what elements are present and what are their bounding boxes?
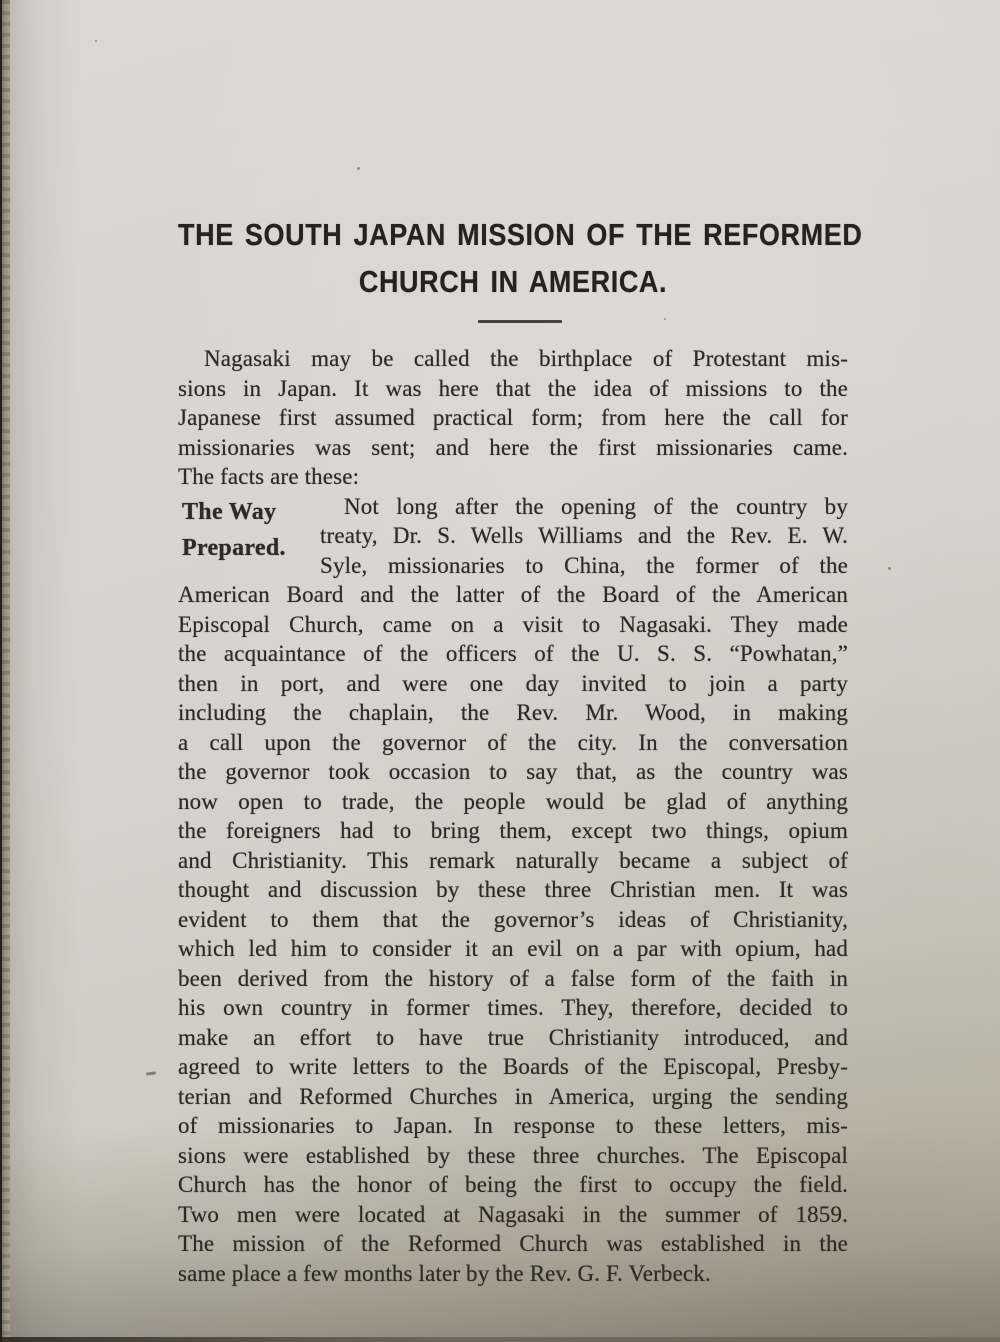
- text-line: and Christianity. This remark naturally became a subject of: [178, 847, 848, 873]
- sidehead-line-1: The Way: [182, 498, 277, 525]
- text-line: Not long after the opening of the country by: [344, 493, 848, 519]
- paper-speck: [357, 167, 360, 170]
- text-line: missionaries was sent; and here the first missionaries came.: [178, 434, 848, 460]
- text-line: treaty, Dr. S. Wells Williams and the Rev. E. W.: [320, 523, 848, 548]
- text-line: Episcopal Church, came on a visit to Nagasaki. They made: [178, 611, 848, 637]
- paper-speck: [888, 567, 891, 570]
- text-line: Syle, missionaries to China, the former of the: [320, 552, 848, 578]
- page-bottom-edge: [0, 1337, 1000, 1342]
- text-line: terian and Reformed Churches in America, urging the sending: [178, 1083, 848, 1109]
- text-line: been derived from the history of a false form of the faith in: [178, 965, 848, 991]
- sidehead-the-way-prepared: [182, 494, 320, 566]
- paragraph-the-way-prepared: [178, 492, 848, 1289]
- text-line: Nagasaki may be called the birthplace of Protestant mis-: [204, 346, 848, 371]
- text-line: of missionaries to Japan. In response to these letters, mis-: [178, 1113, 848, 1138]
- paper-speck: [664, 318, 666, 320]
- body-text: [178, 344, 848, 1288]
- text-line: evident to them that the governor’s ideas of Christianity,: [178, 906, 848, 932]
- text-line: The mission of the Reformed Church was established in the: [178, 1231, 848, 1256]
- text-line: Two men were located at Nagasaki in the summer of 1859.: [178, 1201, 848, 1227]
- text-line: make an effort to have true Christianity introduced, and: [178, 1024, 848, 1050]
- text-line: the foreigners had to bring them, except two things, opium: [178, 818, 848, 843]
- text-line: including the chaplain, the Rev. Mr. Wood, in making: [178, 700, 848, 725]
- text-line: now open to trade, the people would be glad of anything: [178, 788, 848, 814]
- text-line: the acquaintance of the officers of the U. S. S. “Powhatan,”: [178, 641, 848, 666]
- paper-mark: [146, 1071, 156, 1075]
- text-line: which led him to consider it an evil on a par with opium, had: [178, 936, 848, 961]
- text-line: sions were established by these three churches. The Episcopal: [178, 1142, 848, 1168]
- book-spine-edge: [0, 0, 10, 1342]
- page-title: [178, 212, 863, 306]
- text-line: same place a few months later by the Rev. G. F. Verbeck.: [178, 1260, 711, 1286]
- paper-speck: [95, 40, 97, 42]
- text-line: American Board and the latter of the Board of the American: [178, 582, 848, 607]
- text-line: Japanese first assumed practical form; from here the call for: [178, 405, 848, 430]
- text-line: Church has the honor of being the first to occupy the field.: [178, 1172, 848, 1197]
- text-line: a call upon the governor of the city. In the conversation: [178, 729, 848, 755]
- text-line: The facts are these:: [178, 464, 360, 489]
- text-line: then in port, and were one day invited to join a party: [178, 670, 848, 696]
- text-line: the governor took occasion to say that, as the country was: [178, 759, 848, 784]
- paragraph-intro: [178, 344, 848, 492]
- sidehead-line-2: Prepared.: [182, 534, 286, 561]
- title-line-2: CHURCH IN AMERICA.: [358, 264, 668, 300]
- text-line: sions in Japan. It was here that the idea of missions to the: [178, 375, 848, 401]
- title-line-1: THE SOUTH JAPAN MISSION OF THE REFORMED: [178, 217, 863, 253]
- title-divider-rule: [478, 320, 562, 323]
- text-line: his own country in former times. They, therefore, decided to: [178, 995, 848, 1020]
- text-line: agreed to write letters to the Boards of the Episcopal, Presby-: [178, 1054, 848, 1079]
- text-line: thought and discussion by these three Christian men. It was: [178, 877, 848, 902]
